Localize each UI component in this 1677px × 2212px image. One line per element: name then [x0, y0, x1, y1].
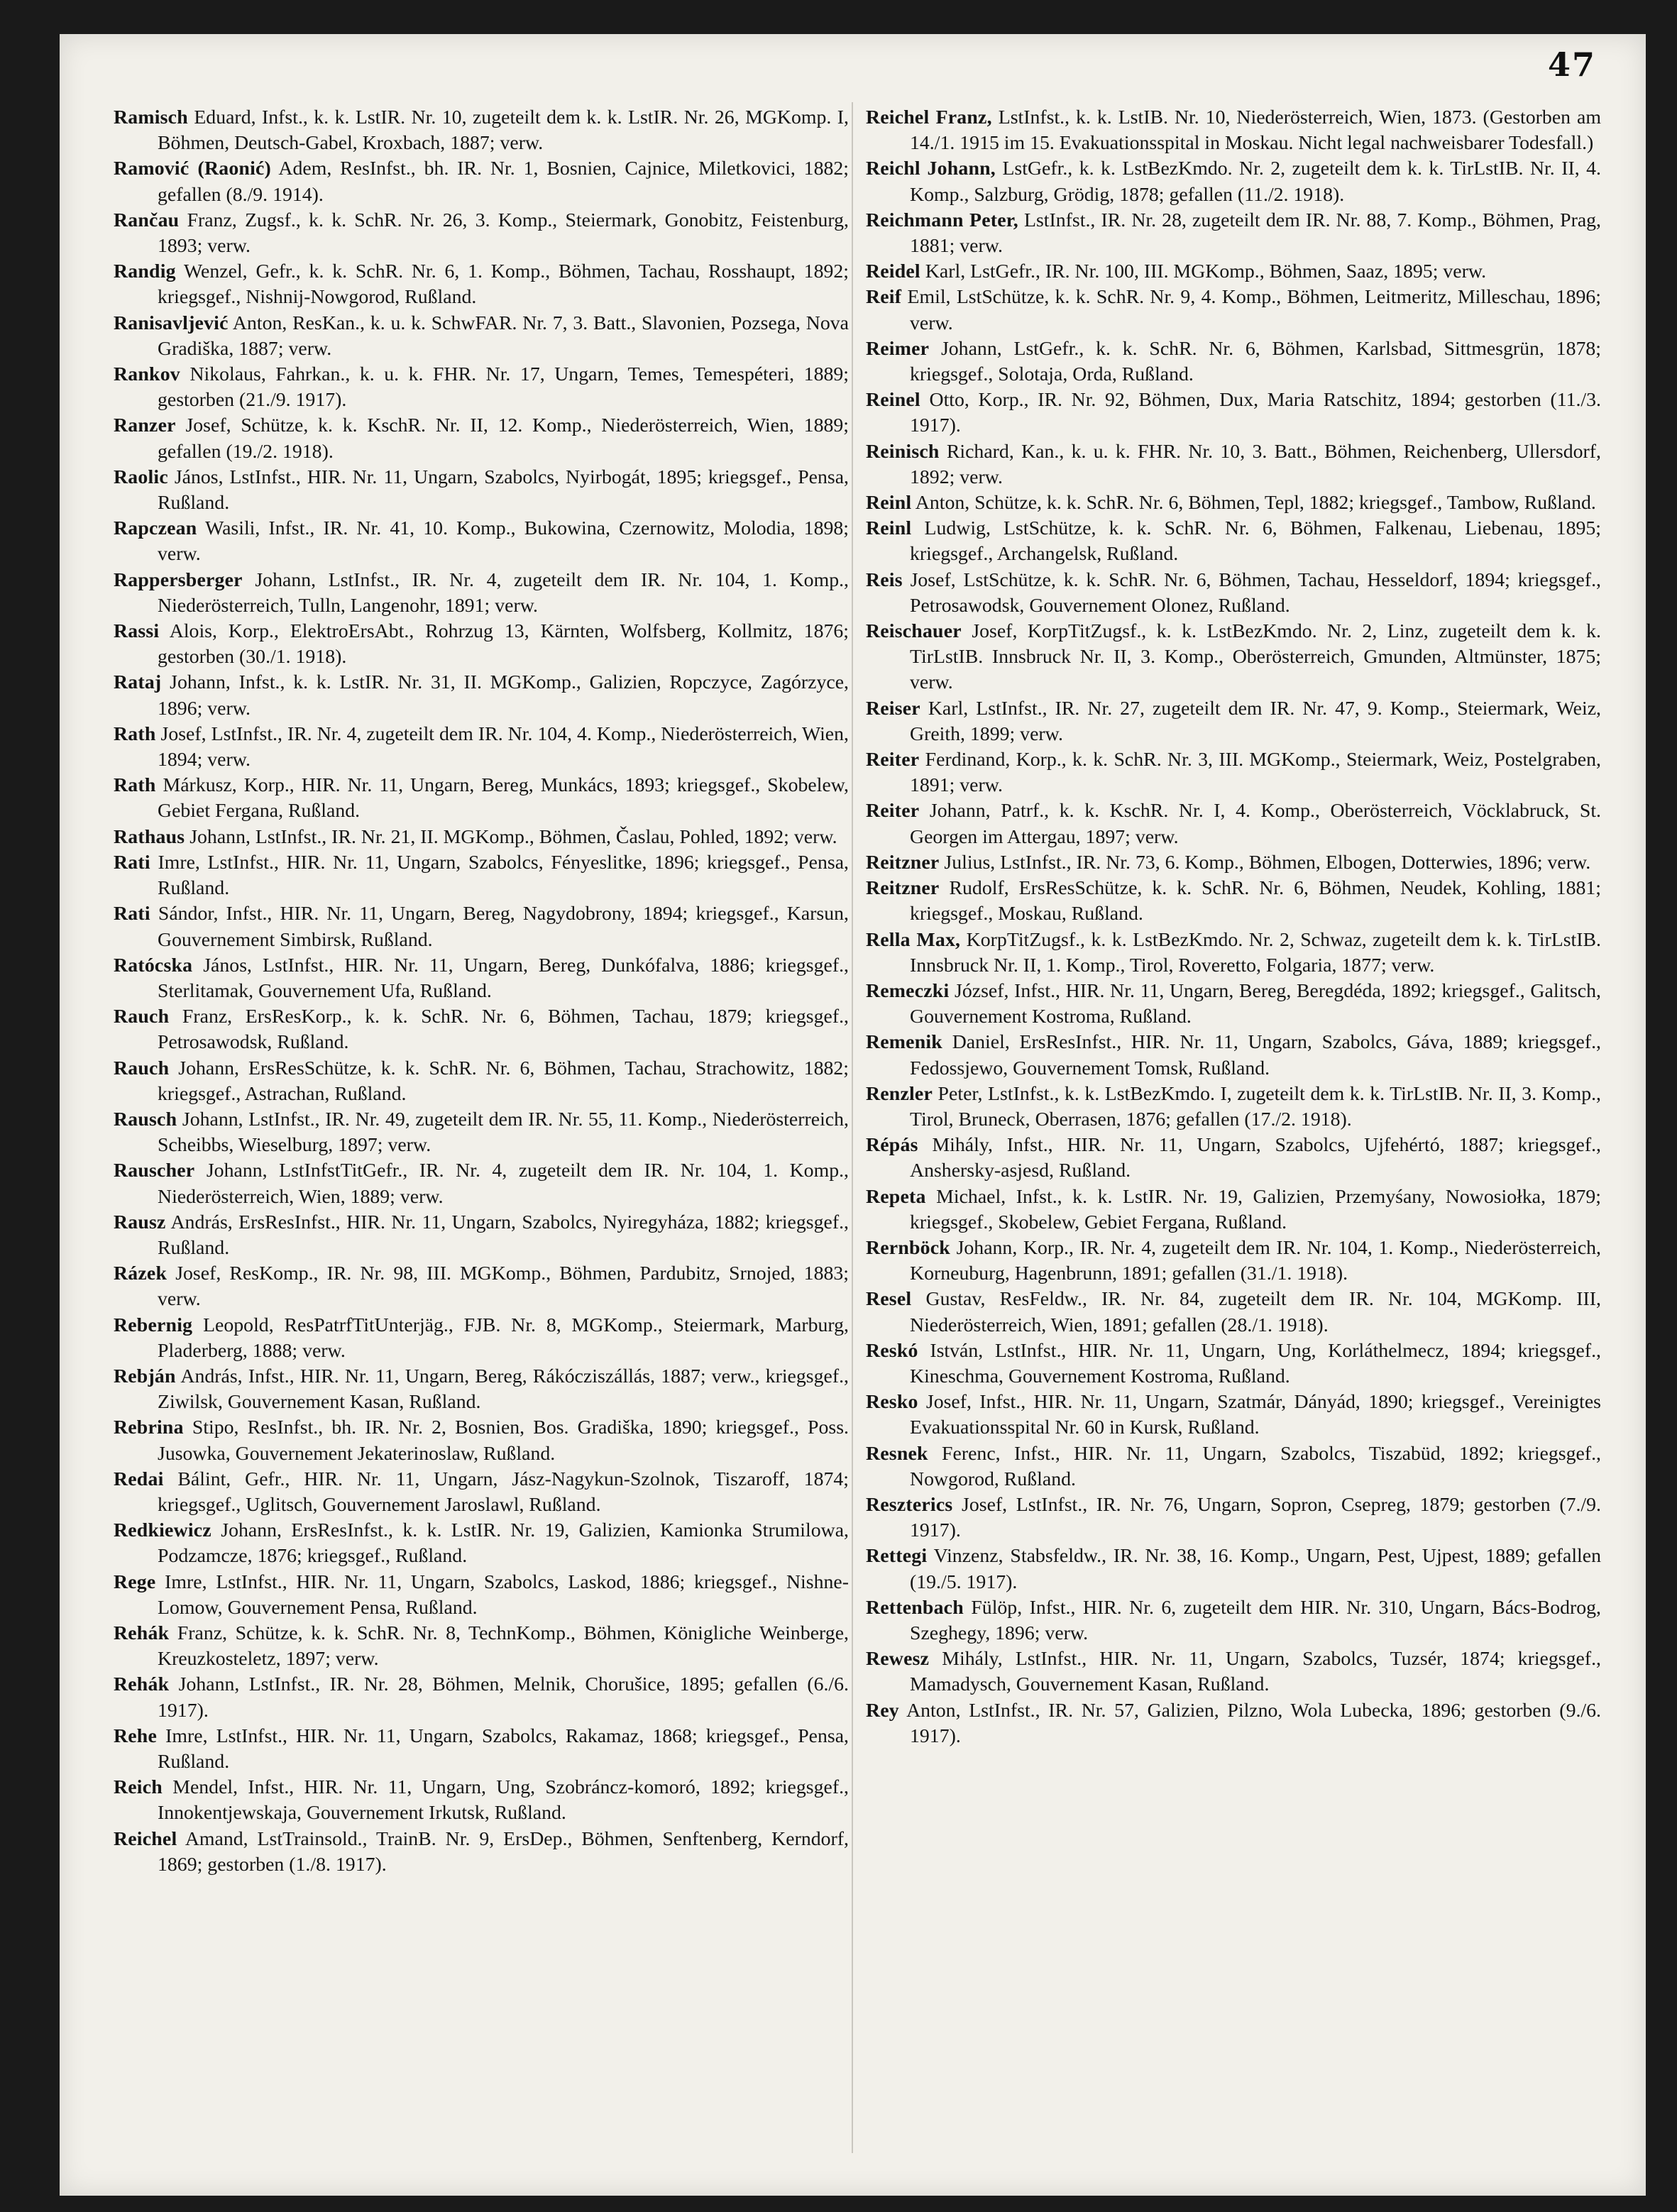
- entry-surname: Rataj: [114, 671, 162, 694]
- list-item: [114, 1775, 849, 1826]
- entry-details: Rudolf, ErsResSchütze, k. k. SchR. Nr. 6, Böhmen, Neudek, Kohling, 1881; kriegsgef., Moskau, Rußland.: [910, 877, 1601, 925]
- list-item: [114, 850, 849, 901]
- entry-details: András, Infst., HIR. Nr. 11, Ungarn, Bereg, Rákócziszállás, 1887; verw., kriegsgef., Ziwilsk, Gouvernement Kasan, Rußland.: [158, 1365, 849, 1414]
- entry-details: Alois, Korp., ElektroErsAbt., Rohrzug 13, Kärnten, Wolfsberg, Kollmitz, 1876; gestorben (30./1. 1918).: [158, 620, 849, 668]
- list-item: [114, 208, 849, 259]
- entry-details: Vinzenz, Stabsfeldw., IR. Nr. 38, 16. Komp., Ungarn, Pest, Ujpest, 1889; gefallen (19./5. 1917).: [910, 1545, 1601, 1593]
- list-item: [114, 1724, 849, 1775]
- entry-surname: Resko: [866, 1391, 918, 1414]
- entry-details: Johann, LstInfst., IR. Nr. 21, II. MGKomp., Böhmen, Časlau, Pohled, 1892; verw.: [185, 825, 837, 848]
- list-item: [114, 1518, 849, 1569]
- list-item: [866, 568, 1601, 619]
- list-item: [866, 1595, 1601, 1646]
- entry-surname: Ranzer: [114, 414, 176, 437]
- entry-details: Johann, ErsResInfst., k. k. LstIR. Nr. 19, Galizien, Kamionka Strumilowa, Podzamcze, 1876; kriegsgef., Rußland.: [158, 1519, 849, 1568]
- entry-surname: Rauscher: [114, 1160, 195, 1182]
- entry-details: Ludwig, LstSchütze, k. k. SchR. Nr. 6, Böhmen, Falkenau, Liebenau, 1895; kriegsgef., Archangelsk, Rußland.: [910, 517, 1601, 566]
- entry-surname: Rernböck: [866, 1236, 950, 1259]
- entry-details: Johann, Korp., IR. Nr. 4, zugeteilt dem IR. Nr. 104, 1. Komp., Niederösterreich, Korneuburg, Hagenbrunn, 1891; gefallen (31./1. 1918).: [910, 1236, 1601, 1285]
- entry-surname: Ramisch: [114, 106, 188, 128]
- list-item: [866, 156, 1601, 207]
- list-item: [866, 798, 1601, 849]
- entry-details: Josef, LstSchütze, k. k. SchR. Nr. 6, Böhmen, Tachau, Hesseldorf, 1894; kriegsgef., Petrosawodsk, Gouvernement Olonez, Rußland.: [902, 568, 1601, 617]
- entry-details: Johann, Infst., k. k. LstIR. Nr. 31, II. MGKomp., Galizien, Ropczyce, Zagórzyce, 1896; verw.: [158, 671, 849, 720]
- entry-surname: Rathaus: [114, 825, 185, 848]
- list-item: [114, 1056, 849, 1107]
- list-item: [866, 619, 1601, 696]
- entry-details: Josef, Schütze, k. k. KschR. Nr. II, 12. Komp., Niederösterreich, Wien, 1889; gefallen (19./2. 1918).: [158, 414, 849, 463]
- entry-details: Franz, ErsResKorp., k. k. SchR. Nr. 6, Böhmen, Tachau, 1879; kriegsgef., Petrosawodsk, Rußland.: [158, 1006, 849, 1054]
- entry-details: Johann, LstInfst., IR. Nr. 4, zugeteilt dem IR. Nr. 104, 1. Komp., Niederösterreich, Tulln, Langenohr, 1891; verw.: [158, 568, 849, 617]
- list-item: [114, 1004, 849, 1055]
- entry-surname: Reischauer: [866, 620, 962, 643]
- entry-details: Wasili, Infst., IR. Nr. 41, 10. Komp., Bukowina, Czernowitz, Molodia, 1898; verw.: [158, 517, 849, 566]
- list-item: [114, 722, 849, 773]
- entry-surname: Ranisavljević: [114, 312, 229, 334]
- list-item: [114, 1210, 849, 1261]
- entry-details: Nikolaus, Fahrkan., k. u. k. FHR. Nr. 17, Ungarn, Temes, Temespéteri, 1889; gestorben (21./9. 1917).: [158, 363, 849, 412]
- list-item: [114, 311, 849, 362]
- entry-details: János, LstInfst., HIR. Nr. 11, Ungarn, Szabolcs, Nyirbogát, 1895; kriegsgef., Pensa, Rußland.: [158, 466, 849, 515]
- entry-details: Josef, Infst., HIR. Nr. 11, Ungarn, Szatmár, Dányád, 1890; kriegsgef., Vereinigtes Evakuationsspital Nr. 60 in Kursk, Rußland.: [910, 1391, 1601, 1439]
- list-item: [114, 1467, 849, 1518]
- list-item: [866, 439, 1601, 490]
- entry-surname: Rettegi: [866, 1545, 928, 1568]
- entry-details: Wenzel, Gefr., k. k. SchR. Nr. 6, 1. Komp., Böhmen, Tachau, Rosshaupt, 1892; kriegsgef., Nishnij-Nowgorod, Rußland.: [158, 260, 849, 309]
- entry-surname: Reinisch: [866, 440, 940, 463]
- list-item: [114, 1827, 849, 1878]
- list-item: [114, 670, 849, 721]
- column-divider: [852, 102, 853, 2153]
- entry-details: Daniel, ErsResInfst., HIR. Nr. 11, Ungarn, Szabolcs, Gáva, 1889; kriegsgef., Fedossjewo, Gouvernement Tomsk, Rußland.: [910, 1031, 1601, 1079]
- entry-surname: Repeta: [866, 1185, 926, 1208]
- entry-details: Leopold, ResPatrfTitUnterjäg., FJB. Nr. 8, MGKomp., Steiermark, Marburg, Pladerberg, 1888; verw.: [158, 1314, 849, 1362]
- entry-details: Mendel, Infst., HIR. Nr. 11, Ungarn, Ung, Szobráncz-komoró, 1892; kriegsgef., Innokentjewskaja, Gouvernement Irkutsk, Rußland.: [158, 1776, 849, 1825]
- list-item: [866, 490, 1601, 516]
- entry-surname: Raolic: [114, 466, 168, 488]
- entry-details: Josef, LstInfst., IR. Nr. 4, zugeteilt dem IR. Nr. 104, 4. Komp., Niederösterreich, Wien, 1894; verw.: [155, 722, 849, 771]
- entry-details: Eduard, Infst., k. k. LstIR. Nr. 10, zugeteilt dem k. k. LstIR. Nr. 26, MGKomp. I, Böhmen, Deutsch-Gabel, Kroxbach, 1887; verw.: [158, 106, 849, 155]
- entry-surname: Reskó: [866, 1339, 918, 1362]
- entry-surname: Rehe: [114, 1724, 158, 1747]
- list-item: [866, 1030, 1601, 1081]
- entry-surname: Reiter: [866, 749, 920, 771]
- list-item: [866, 1236, 1601, 1287]
- entry-details: Adem, ResInfst., bh. IR. Nr. 1, Bosnien, Cajnice, Miletkovici, 1882; gefallen (8./9. 1914).: [158, 158, 849, 206]
- list-item: [866, 1646, 1601, 1697]
- list-item: [114, 1158, 849, 1209]
- entry-details: Ferenc, Infst., HIR. Nr. 11, Ungarn, Szabolcs, Tiszabüd, 1892; kriegsgef., Nowgorod, Rußland.: [910, 1442, 1601, 1490]
- list-item: [866, 259, 1601, 285]
- list-item: [866, 1287, 1601, 1338]
- entry-details: Karl, LstInfst., IR. Nr. 27, zugeteilt dem IR. Nr. 47, 9. Komp., Steiermark, Weiz, Greith, 1899; verw.: [910, 697, 1601, 745]
- entry-details: Mihály, Infst., HIR. Nr. 11, Ungarn, Szabolcs, Ujfehértó, 1887; kriegsgef., Anshersky-asjesd, Rußland.: [910, 1134, 1601, 1182]
- entry-surname: Rati: [114, 851, 150, 874]
- entry-surname: Reidel: [866, 260, 920, 283]
- entry-details: Josef, ResKomp., IR. Nr. 98, III. MGKomp., Böhmen, Pardubitz, Srnojed, 1883; verw.: [158, 1262, 849, 1311]
- entry-surname: Rapczean: [114, 517, 197, 540]
- entry-details: Franz, Schütze, k. k. SchR. Nr. 8, TechnKomp., Böhmen, Königliche Weinberge, Kreuzkosteletz, 1897; verw.: [158, 1622, 849, 1671]
- entry-details: Otto, Korp., IR. Nr. 92, Böhmen, Dux, Maria Ratschitz, 1894; gestorben (11./3. 1917).: [910, 389, 1601, 437]
- list-item: [866, 1492, 1601, 1544]
- entry-surname: Répás: [866, 1134, 918, 1157]
- left-column: [114, 105, 849, 1878]
- entry-surname: Rebrina: [114, 1416, 184, 1439]
- entry-surname: Redkiewicz: [114, 1519, 211, 1542]
- entry-details: LstGefr., k. k. LstBezKmdo. Nr. 2, zugeteilt dem k. k. TirLstIB. Nr. II, 4. Komp., Salzburg, Grödig, 1878; gefallen (11./2. 1918).: [910, 158, 1601, 206]
- entry-surname: Renzler: [866, 1082, 933, 1105]
- list-item: [866, 850, 1601, 876]
- entry-details: Stipo, ResInfst., bh. IR. Nr. 2, Bosnien, Bos. Gradiška, 1890; kriegsgef., Poss. Jusowka, Gouvernement Jekaterinoslaw, Rußland.: [158, 1416, 849, 1465]
- entry-surname: Resel: [866, 1288, 912, 1311]
- entry-surname: Rege: [114, 1570, 156, 1593]
- entry-details: Johann, LstGefr., k. k. SchR. Nr. 6, Böhmen, Karlsbad, Sittmesgrün, 1878; kriegsgef., Solotaja, Orda, Rußland.: [910, 337, 1601, 386]
- list-item: [866, 1698, 1601, 1749]
- list-item: [114, 1313, 849, 1364]
- list-item: [114, 568, 849, 619]
- entry-surname: Rella Max,: [866, 928, 961, 951]
- entry-surname: Rauch: [114, 1006, 170, 1028]
- entry-surname: Reichl Johann,: [866, 158, 996, 180]
- entry-details: Emil, LstSchütze, k. k. SchR. Nr. 9, 4. Komp., Böhmen, Leitmeritz, Milleschau, 1896; verw.: [901, 286, 1601, 334]
- entry-surname: Resnek: [866, 1442, 928, 1465]
- entry-details: LstInfst., IR. Nr. 28, zugeteilt dem IR. Nr. 88, 7. Komp., Böhmen, Prag, 1881; verw.: [910, 209, 1602, 258]
- entry-surname: Ramović (Raonić): [114, 158, 272, 180]
- entry-surname: Rath: [114, 774, 156, 797]
- entry-details: Gustav, ResFeldw., IR. Nr. 84, zugeteilt dem IR. Nr. 104, MGKomp. III, Niederösterreich, Wien, 1891; gefallen (28./1. 1918).: [910, 1288, 1601, 1336]
- entry-surname: Reitzner: [866, 851, 940, 874]
- entry-surname: Reis: [866, 568, 903, 591]
- entry-details: Karl, LstGefr., IR. Nr. 100, III. MGKomp., Böhmen, Saaz, 1895; verw.: [920, 260, 1487, 283]
- entry-surname: Rewesz: [866, 1648, 930, 1671]
- entry-surname: Rankov: [114, 363, 180, 386]
- entry-surname: Reichel: [114, 1827, 177, 1850]
- list-item: [114, 465, 849, 516]
- entry-surname: Rappersberger: [114, 568, 243, 591]
- entry-surname: Rázek: [114, 1262, 167, 1285]
- entry-surname: Rehák: [114, 1673, 170, 1696]
- list-item: [866, 516, 1601, 567]
- list-item: [114, 619, 849, 670]
- list-item: [114, 1621, 849, 1672]
- entry-surname: Reimer: [866, 337, 930, 360]
- list-item: [866, 285, 1601, 336]
- list-item: [114, 953, 849, 1004]
- entry-details: Sándor, Infst., HIR. Nr. 11, Ungarn, Bereg, Nagydobrony, 1894; kriegsgef., Karsun, Gouvernement Simbirsk, Rußland.: [150, 903, 849, 951]
- entry-surname: Rebernig: [114, 1314, 193, 1336]
- entry-surname: Rath: [114, 722, 156, 745]
- list-item: [114, 1261, 849, 1312]
- list-item: [866, 208, 1601, 259]
- entry-details: Imre, LstInfst., HIR. Nr. 11, Ungarn, Szabolcs, Rakamaz, 1868; kriegsgef., Pensa, Rußland.: [157, 1724, 849, 1773]
- entry-surname: Reinl: [866, 517, 912, 540]
- list-item: [866, 747, 1601, 798]
- entry-details: János, LstInfst., HIR. Nr. 11, Ungarn, Bereg, Dunkófalva, 1886; kriegsgef., Sterlitamak, Gouvernement Ufa, Rußland.: [158, 954, 849, 1002]
- entry-details: Johann, LstInfst., IR. Nr. 49, zugeteilt dem IR. Nr. 55, 11. Komp., Niederösterreich, Scheibbs, Wieselburg, 1897; verw.: [158, 1108, 849, 1157]
- list-item: [114, 1672, 849, 1723]
- entry-details: Imre, LstInfst., HIR. Nr. 11, Ungarn, Szabolcs, Fényeslitke, 1896; kriegsgef., Pensa, Rußland.: [150, 851, 849, 900]
- entry-surname: Ratócska: [114, 954, 193, 976]
- entry-surname: Rausch: [114, 1108, 177, 1130]
- entry-surname: Rey: [866, 1699, 899, 1722]
- list-item: [866, 105, 1601, 156]
- entry-details: István, LstInfst., HIR. Nr. 11, Ungarn, Ung, Korláthelmecz, 1894; kriegsgef., Kineschma, Gouvernement Kostroma, Rußland.: [910, 1339, 1601, 1387]
- entry-surname: Reszterics: [866, 1493, 953, 1516]
- entry-details: Bálint, Gefr., HIR. Nr. 11, Ungarn, Jász-Nagykun-Szolnok, Tiszaroff, 1874; kriegsgef., Uglitsch, Gouvernement Jaroslawl, Rußland.: [158, 1468, 849, 1516]
- entry-details: Josef, LstInfst., IR. Nr. 76, Ungarn, Sopron, Csepreg, 1879; gestorben (7./9. 1917).: [910, 1493, 1601, 1542]
- entry-details: Johann, ErsResSchütze, k. k. SchR. Nr. 6, Böhmen, Tachau, Strachowitz, 1882; kriegsgef., Astrachan, Rußland.: [158, 1057, 849, 1105]
- entry-surname: Rettenbach: [866, 1596, 964, 1619]
- entry-details: Josef, KorpTitZugsf., k. k. LstBezKmdo. Nr. 2, Linz, zugeteilt dem k. k. TirLstIB. Innsbruck Nr. II, 3. Komp., Oberösterreich, Gmunden, Altmünster, 1875; verw.: [910, 620, 1601, 694]
- entry-details: Ferdinand, Korp., k. k. SchR. Nr. 3, III. MGKomp., Steiermark, Weiz, Postelgraben, 1891; verw.: [910, 749, 1601, 797]
- entry-details: Fülöp, Infst., HIR. Nr. 6, zugeteilt dem HIR. Nr. 310, Ungarn, Bács-Bodrog, Szeghegy, 1896; verw.: [910, 1596, 1601, 1644]
- entry-details: Amand, LstTrainsold., TrainB. Nr. 9, ErsDep., Böhmen, Senftenberg, Kerndorf, 1869; gestorben (1./8. 1917).: [158, 1827, 849, 1876]
- entry-surname: Rassi: [114, 620, 160, 643]
- list-item: [114, 1364, 849, 1415]
- list-item: [114, 259, 849, 310]
- document-page: [60, 34, 1646, 2196]
- entry-details: András, ErsResInfst., HIR. Nr. 11, Ungarn, Szabolcs, Nyiregyháza, 1882; kriegsgef., Rußland.: [158, 1211, 849, 1259]
- list-item: [114, 901, 849, 952]
- list-item: [866, 979, 1601, 1030]
- entry-surname: Rati: [114, 903, 150, 925]
- entry-details: Anton, Schütze, k. k. SchR. Nr. 6, Böhmen, Tepl, 1882; kriegsgef., Tambow, Rußland.: [911, 492, 1596, 515]
- entry-surname: Reinl: [866, 492, 912, 515]
- entry-surname: Remenik: [866, 1031, 942, 1054]
- entry-details: Julius, LstInfst., IR. Nr. 73, 6. Komp., Böhmen, Elbogen, Dotterwies, 1896; verw.: [939, 851, 1591, 874]
- entry-surname: Rebján: [114, 1365, 176, 1387]
- list-item: [114, 1415, 849, 1466]
- list-item: [114, 516, 849, 567]
- list-item: [866, 1390, 1601, 1441]
- entry-surname: Rančau: [114, 209, 180, 231]
- list-item: [114, 1570, 849, 1621]
- entry-details: Johann, Patrf., k. k. KschR. Nr. I, 4. Komp., Oberösterreich, Vöcklabruck, St. Georgen im Attergau, 1897; verw.: [910, 800, 1601, 848]
- list-item: [114, 105, 849, 156]
- list-item: [866, 1184, 1601, 1236]
- entry-details: LstInfst., k. k. LstIB. Nr. 10, Niederösterreich, Wien, 1873. (Gestorben am 14./1. 1915 im 15. Evakuationsspital in Moskau. Nicht legal nachweisbarer Todesfall.): [910, 106, 1601, 155]
- entry-details: Imre, LstInfst., HIR. Nr. 11, Ungarn, Szabolcs, Laskod, 1886; kriegsgef., Nishne-Lomow, Gouvernement Pensa, Rußland.: [155, 1570, 849, 1619]
- entry-details: KorpTitZugsf., k. k. LstBezKmdo. Nr. 2, Schwaz, zugeteilt dem k. k. TirLstIB. Innsbruck Nr. II, 1. Komp., Tirol, Roveretto, Folgaria, 1877; verw.: [910, 928, 1602, 976]
- list-item: [866, 1082, 1601, 1133]
- entry-surname: Rausz: [114, 1211, 166, 1233]
- entry-details: Peter, LstInfst., k. k. LstBezKmdo. I, zugeteilt dem k. k. TirLstIB. Nr. II, 3. Komp., Tirol, Bruneck, Oberrasen, 1876; gefallen (17./2. 1918).: [910, 1082, 1601, 1130]
- entry-details: Márkusz, Korp., HIR. Nr. 11, Ungarn, Bereg, Munkács, 1893; kriegsgef., Skobelew, Gebiet Fergana, Rußland.: [155, 774, 849, 822]
- list-item: [114, 156, 849, 207]
- entry-surname: Reitzner: [866, 877, 940, 900]
- entry-surname: Remeczki: [866, 979, 950, 1002]
- entry-surname: Reich: [114, 1776, 163, 1799]
- list-item: [866, 387, 1601, 439]
- entry-details: Michael, Infst., k. k. LstIR. Nr. 19, Galizien, Przemyśany, Nowosiołka, 1879; kriegsgef., Skobelew, Gebiet Fergana, Rußland.: [910, 1185, 1601, 1233]
- entry-surname: Reiter: [866, 800, 920, 822]
- entry-surname: Rehák: [114, 1622, 170, 1644]
- list-item: [866, 1338, 1601, 1390]
- entry-surname: Reif: [866, 286, 902, 309]
- entry-surname: Randig: [114, 260, 176, 283]
- entry-details: Johann, LstInfstTitGefr., IR. Nr. 4, zugeteilt dem IR. Nr. 104, 1. Komp., Niederösterreich, Wien, 1889; verw.: [158, 1160, 849, 1208]
- entry-details: Richard, Kan., k. u. k. FHR. Nr. 10, 3. Batt., Böhmen, Reichenberg, Ullersdorf, 1892; verw.: [910, 440, 1601, 488]
- entry-surname: Reichmann Peter,: [866, 209, 1018, 231]
- list-item: [114, 1107, 849, 1158]
- list-item: [866, 928, 1601, 979]
- list-item: [866, 1544, 1601, 1595]
- entry-details: Johann, LstInfst., IR. Nr. 28, Böhmen, Melnik, Chorušice, 1895; gefallen (6./6. 1917).: [158, 1673, 849, 1722]
- list-item: [866, 1441, 1601, 1492]
- entry-details: József, Infst., HIR. Nr. 11, Ungarn, Bereg, Beregdéda, 1892; kriegsgef., Galitsch, Gouvernement Kostroma, Rußland.: [910, 979, 1601, 1028]
- entry-surname: Redai: [114, 1468, 164, 1490]
- list-item: [866, 1133, 1601, 1184]
- entry-details: Franz, Zugsf., k. k. SchR. Nr. 26, 3. Komp., Steiermark, Gonobitz, Feistenburg, 1893; verw.: [158, 209, 849, 258]
- list-item: [114, 362, 849, 413]
- list-item: [866, 696, 1601, 747]
- entry-details: Mihály, LstInfst., HIR. Nr. 11, Ungarn, Szabolcs, Tuzsér, 1874; kriegsgef., Mamadysch, Gouvernement Kasan, Rußland.: [910, 1648, 1601, 1696]
- entry-surname: Reiser: [866, 697, 920, 720]
- list-item: [114, 413, 849, 464]
- entry-surname: Rauch: [114, 1057, 170, 1079]
- list-item: [866, 336, 1601, 387]
- right-column: [866, 105, 1601, 1749]
- entry-details: Anton, ResKan., k. u. k. SchwFAR. Nr. 7, 3. Batt., Slavonien, Pozsega, Nova Gradiška, 1887; verw.: [158, 312, 849, 360]
- entry-surname: Reinel: [866, 389, 920, 412]
- page-number: 47: [1547, 45, 1596, 84]
- list-item: [114, 825, 849, 850]
- entry-surname: Reichel Franz,: [866, 106, 992, 128]
- entry-details: Anton, LstInfst., IR. Nr. 57, Galizien, Pilzno, Wola Lubecka, 1896; gestorben (9./6. 1917).: [898, 1699, 1601, 1747]
- list-item: [866, 876, 1601, 927]
- list-item: [114, 773, 849, 824]
